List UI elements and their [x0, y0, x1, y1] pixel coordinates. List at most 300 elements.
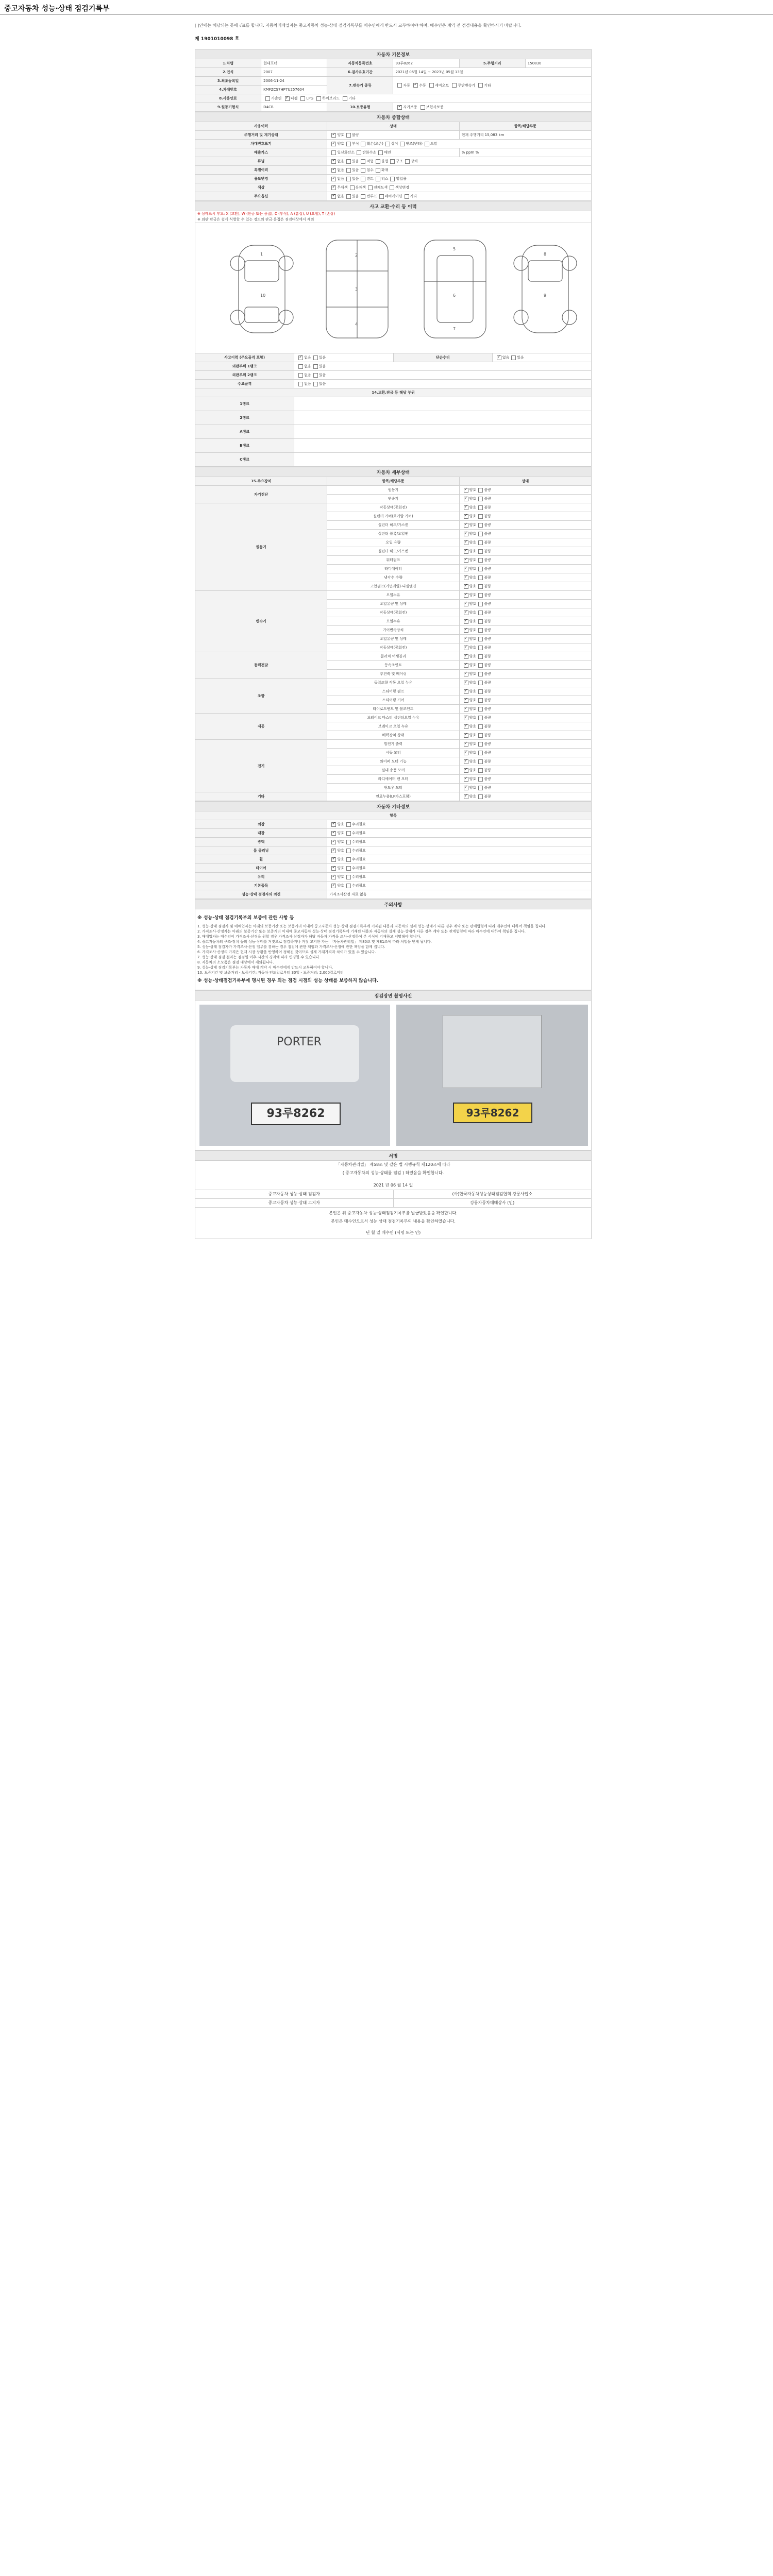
detail-status: ✓ 양호 불량: [459, 643, 591, 652]
part-label: 8: [544, 252, 547, 257]
car-name-label: 1.차명: [195, 59, 261, 68]
general-row-label: 튜닝: [195, 157, 327, 166]
status-checkbox: [478, 786, 483, 790]
accident-table: [195, 201, 592, 467]
detail-status: ✓ 양호 불량: [459, 608, 591, 617]
frame-rank: 1랭크: [195, 397, 294, 411]
engine-type-value: D4CB: [261, 103, 327, 112]
status-checkbox: [346, 822, 351, 827]
status-checkbox: [478, 751, 483, 755]
detail-status: ✓ 양호 불량: [459, 538, 591, 547]
status-checkbox: [478, 497, 483, 501]
status-checkbox: [478, 488, 483, 493]
sign-table: [195, 1150, 592, 1239]
status-checkbox: [478, 663, 483, 668]
status-checkbox: [464, 698, 468, 703]
extra-item-label: 휠: [195, 855, 327, 864]
notes-section-title: 주의사항: [195, 900, 592, 909]
general-row-opts: ✓ 무채색 유채색 전체도색 색상변경: [327, 183, 592, 192]
general-row-label: 특별이력: [195, 166, 327, 175]
detail-item: 연료누출(LP가스포함): [327, 792, 459, 801]
detail-item: 라디에이터: [327, 565, 459, 573]
detail-status: ✓ 양호 불량: [459, 503, 591, 512]
status-checkbox: [346, 849, 351, 853]
extra-item-label: 내장: [195, 829, 327, 838]
extra-item-opts: ✓ 양호 수리필요: [327, 846, 592, 855]
general-row-label: 용도변경: [195, 175, 327, 183]
inspection-document: [195, 20, 592, 1239]
status-checkbox: [478, 611, 483, 615]
general-head-1: 상태: [327, 122, 459, 131]
status-checkbox: [464, 540, 468, 545]
extra-item-label: 룸 클리닝: [195, 846, 327, 855]
has-accident-label: 사고이력 (주요골격 포함): [195, 353, 294, 362]
accident-legend: [195, 211, 592, 223]
frame-rank-parts: [294, 439, 592, 453]
detail-status: ✓ 양호 불량: [459, 775, 591, 784]
status-checkbox: [464, 751, 468, 755]
status-checkbox: [331, 857, 336, 862]
notes-table: [195, 899, 592, 990]
status-checkbox: [346, 875, 351, 879]
rank-label: 외판부위 1랭크: [195, 362, 294, 371]
sign-date: 2021 년 06 월 14 일: [373, 1183, 413, 1188]
detail-status: ✓ 양호 불량: [459, 565, 591, 573]
detail-group-name: 전기: [195, 740, 327, 792]
status-checkbox: [478, 742, 483, 747]
notes-line: 10. 보증기간 및 보증거리 - 보증기간: 자동차 인도일로부터 30일 - 보증거리: 2,000킬로미터: [197, 971, 344, 975]
status-checkbox: [464, 497, 468, 501]
detail-item: 브레이크 마스터 실린더오일 누유: [327, 714, 459, 722]
extra-item-opts: ✓ 양호 수리필요: [327, 873, 592, 882]
part-label: 9: [544, 293, 547, 298]
detail-status: ✓ 양호 불량: [459, 591, 591, 600]
status-checkbox: [464, 628, 468, 633]
detail-item: 오일유량 및 상태: [327, 600, 459, 608]
status-checkbox: [464, 672, 468, 676]
detail-item: 변속기: [327, 495, 459, 503]
vin-value: KMFZCS7HP7U257604: [261, 86, 327, 94]
general-row-opts: ✓ 없음 있음 적법 불법 구조 장치: [327, 157, 592, 166]
status-checkbox: [464, 733, 468, 738]
year-value: 2007: [261, 68, 327, 77]
extra-item-label: 타이어: [195, 864, 327, 873]
status-checkbox: [464, 786, 468, 790]
detail-body: [195, 486, 592, 801]
basic-section-title: 자동차 기본정보: [195, 49, 592, 59]
notes-line: 2. 가격조사·산정자는 아래의 보증기간 또는 보증거리 이내에 중고자동차 성능·상태 점검기록부에 기재된 내용과 자동차의 실제 성능·상태가 다른 경우 계약 또는 관계법령에 따라 매수인에 대하여 책임을 집니다.: [197, 929, 526, 934]
status-checkbox: [478, 602, 483, 606]
detail-item: 실린더 커버(로커암 커버): [327, 512, 459, 521]
status-checkbox: [464, 593, 468, 598]
detail-status: ✓ 양호 불량: [459, 670, 591, 679]
part-label: 4: [355, 322, 358, 327]
part-label: 10: [260, 293, 266, 298]
photo-box: [195, 1001, 592, 1150]
status-checkbox: [478, 558, 483, 563]
detail-item: 시동 모터: [327, 749, 459, 757]
status-checkbox: [478, 540, 483, 545]
status-checkbox: [464, 488, 468, 493]
general-row-label: 주요옵션: [195, 192, 327, 201]
part-label: 3: [355, 287, 358, 292]
general-row-detail: 현재 주행거리 15,083 km: [459, 131, 591, 140]
general-head-0: 사용이력: [195, 122, 327, 131]
status-checkbox: [464, 777, 468, 782]
legend-line-2: ※ 외판 판금은 쉽게 식별할 수 있는 정도의 판금·용접은 점검대상에서 제외: [197, 217, 314, 222]
extra-info-table: [195, 801, 592, 899]
detail-item: 작동상태(공회전): [327, 608, 459, 617]
basic-info-table: [195, 49, 592, 112]
detail-status: ✓ 양호 불량: [459, 722, 591, 731]
status-checkbox: [464, 514, 468, 519]
frame-rank-parts: [294, 411, 592, 425]
detail-group-name: 조향: [195, 679, 327, 714]
front-photo: [199, 1005, 390, 1146]
detail-status: ✓ 양호 불량: [459, 626, 591, 635]
detail-item: 스티어링 기어: [327, 696, 459, 705]
rank-opts: 없음 있음: [294, 362, 592, 371]
detail-item: 고압펌프(커먼레일)-디젤엔진: [327, 582, 459, 591]
opinion-label: 성능·상태 점검자의 의견: [195, 890, 327, 899]
detail-item: 스티어링 펌프: [327, 687, 459, 696]
detail-group-name: 동력전달: [195, 652, 327, 679]
detail-status: ✓ 양호 불량: [459, 495, 591, 503]
frame-rank: A랭크: [195, 425, 294, 439]
front-plate: 93루8262: [251, 1103, 341, 1125]
general-condition-table: [195, 112, 592, 201]
detail-status: ✓ 양호 불량: [459, 530, 591, 538]
detail-status: ✓ 양호 불량: [459, 573, 591, 582]
status-checkbox: [464, 681, 468, 685]
detail-status: ✓ 양호 불량: [459, 714, 591, 722]
detail-status: ✓ 양호 불량: [459, 679, 591, 687]
status-checkbox: [478, 584, 483, 589]
frame-rank: B랭크: [195, 439, 294, 453]
status-checkbox: [464, 768, 468, 773]
detail-item: 실린더 블록/오일팬: [327, 530, 459, 538]
detail-item: 등속조인트: [327, 661, 459, 670]
year-label: 2.연식: [195, 68, 261, 77]
status-checkbox: [478, 619, 483, 624]
detail-status: ✓ 양호 불량: [459, 547, 591, 556]
detail-status: ✓ 양호 불량: [459, 600, 591, 608]
notes-body: [195, 909, 592, 990]
detail-item: 작동상태(공회전): [327, 643, 459, 652]
has-accident-opts: ✓ 없음 있음: [294, 353, 393, 362]
sign-statement: 「자동차관리법」 제58조 및 같은 법 시행규칙 제120조에 따라 ( 중고자동차의 성능·상태를 점검 ) 하였음을 확인합니다. 2021 년 06 월 14 일: [195, 1161, 592, 1190]
frame-rank-parts: [294, 453, 592, 467]
detail-status: ✓ 양호 불량: [459, 757, 591, 766]
status-checkbox: [478, 681, 483, 685]
detail-item: 와이퍼 모터 기능: [327, 757, 459, 766]
warranty-label: 10.보증유형: [327, 103, 393, 112]
detail-status: ✓ 양호 불량: [459, 635, 591, 643]
status-checkbox: [464, 759, 468, 764]
status-checkbox: [478, 759, 483, 764]
status-checkbox: [464, 505, 468, 510]
detail-item: 작동상태(공회전): [327, 503, 459, 512]
frame-rank: 2랭크: [195, 411, 294, 425]
general-row-opts: ✓ 양호 부식 훼손(오손) 상이 변조(변타) 도말: [327, 140, 592, 148]
general-head-2: 항목/해당부품: [459, 122, 591, 131]
vin-label: 4.차대번호: [195, 86, 261, 94]
car-outline-svg: [197, 225, 589, 350]
status-checkbox: [478, 523, 483, 528]
window-title-bar: [0, 0, 773, 15]
status-checkbox: [346, 831, 351, 836]
detail-item: 동력조향 작동 오일 누유: [327, 679, 459, 687]
detail-item: 오일누유: [327, 617, 459, 626]
detail-item: 실내 송풍 모터: [327, 766, 459, 775]
status-checkbox: [464, 646, 468, 650]
detail-item: 실린더 헤드/가스켓: [327, 521, 459, 530]
rear-plate: 93루8262: [453, 1103, 532, 1123]
notes-line: 4. 중고자동차의 구조·장치 등의 성능·상태를 거짓으로 점검하거나 거짓 고지한 자는 「자동차관리법」 제80조 및 제81조에 따라 처벌을 받게 됩니다.: [197, 940, 432, 944]
status-checkbox: [464, 742, 468, 747]
status-checkbox: [346, 840, 351, 844]
notice-text: [ ]안에는 해당되는 곳에 √표를 합니다. 자동차매매업자는 중고자동차 성능·상태 점검기록부를 매수인에게 반드시 교부하여야 하며, 매수인은 계약 전 점검내용을 확인하시기 바랍니다.: [195, 23, 522, 28]
status-checkbox: [464, 575, 468, 580]
status-checkbox: [478, 567, 483, 571]
photo-section-title: 점검장면 촬영사진: [195, 991, 592, 1001]
notes-subtitle: ※ 성능·상태 점검기록부의 보증에 관한 사항 등: [197, 916, 294, 921]
general-row-opts: 일산화탄소 탄화수소 매연: [327, 148, 459, 157]
status-checkbox: [464, 654, 468, 659]
general-row-detail: % ppm %: [459, 148, 591, 157]
detail-status: ✓ 양호 불량: [459, 521, 591, 530]
detail-item: 오일유량 및 상태: [327, 635, 459, 643]
inspection-period-label: 6.검사유효기간: [327, 68, 393, 77]
detail-group-name: 원동기: [195, 503, 327, 591]
part-label: 6: [453, 293, 456, 298]
rank-opts: 없음 있음: [294, 380, 592, 388]
status-checkbox: [464, 707, 468, 711]
car-diagram: [195, 223, 592, 353]
extra-item-opts: ✓ 양호 수리필요: [327, 829, 592, 838]
receipt-box: 본인은 위 중고자동차 성능·상태점검기록부를 발급받았음을 확인합니다. 본인은 매수인으로서 성능·상태 점검기록부의 내용을 확인하였습니다. 년 월 일 매수인 (서명 또는 인): [195, 1208, 592, 1239]
status-checkbox: [464, 602, 468, 606]
status-checkbox: [478, 716, 483, 720]
reg-no-label: 자동차등록번호: [327, 59, 393, 68]
inspection-period-value: 2021년 05월 14일 ~ 2023년 05월 13일: [393, 68, 592, 77]
extra-item-opts: ✓ 양호 수리필요: [327, 838, 592, 846]
certificate-number: 제 1901010098 호: [195, 37, 240, 42]
first-reg-label: 3.최초등록일: [195, 77, 261, 86]
notifier-name: 강릉자동차매매상사 (인): [393, 1199, 592, 1208]
detail-status: ✓ 양호 불량: [459, 731, 591, 740]
detail-item: 원동기: [327, 486, 459, 495]
status-checkbox: [464, 794, 468, 799]
notes-line: 9. 성능·상태 점검기록부는 자동차 매매 계약 시 매수인에게 반드시 교부하여야 합니다.: [197, 965, 333, 970]
part-label: 1: [260, 252, 263, 257]
rank-label: 외판부위 2랭크: [195, 371, 294, 380]
detail-status: ✓ 양호 불량: [459, 652, 591, 661]
detail-item: 발전기 출력: [327, 740, 459, 749]
detail-condition-table: [195, 467, 592, 801]
notes-line: 5. 성능·상태 점검자가 가격조사·산정 업무를 겸하는 경우 점검에 관한 책임과 가격조사·산정에 관한 책임을 함께 집니다.: [197, 945, 385, 949]
status-checkbox: [346, 857, 351, 862]
status-checkbox: [478, 593, 483, 598]
checker-label: 중고자동차 성능·상태 점검자: [195, 1190, 394, 1199]
photo-table: [195, 990, 592, 1150]
rank-label: 주요골격: [195, 380, 294, 388]
frame-rank-parts: [294, 425, 592, 439]
detail-status: ✓ 양호 불량: [459, 556, 591, 565]
status-checkbox: [478, 514, 483, 519]
basic-items-label: 기본품목: [195, 882, 327, 890]
detail-status: ✓ 양호 불량: [459, 749, 591, 757]
grille: [230, 1025, 359, 1082]
notes-line: 1. 성능·상태 점검자 및 매매업자는 아래의 보증기간 또는 보증거리 이내에 중고자동차 성능·상태 점검기록부에 기재된 내용과 자동차의 실제 성능·상태가 다른 경우 계약 또는 관계법령에 따라 매수인에 대하여 책임을 집니다.: [197, 924, 547, 928]
detail-item: 워터펌프: [327, 556, 459, 565]
status-checkbox: [478, 698, 483, 703]
extra-item-opts: ✓ 양호 수리필요: [327, 820, 592, 829]
status-checkbox: [464, 637, 468, 641]
status-checkbox: [478, 505, 483, 510]
warranty-options: ✓ 자가보증 보험사보증: [393, 103, 592, 112]
status-checkbox: [464, 567, 468, 571]
sign-section-title: 서명: [195, 1151, 592, 1161]
status-checkbox: [478, 637, 483, 641]
mileage-value: 150830: [525, 59, 591, 68]
detail-status: ✓ 양호 불량: [459, 740, 591, 749]
detail-status: ✓ 양호 불량: [459, 582, 591, 591]
fuel-options: 가솔린 ✓ 디젤 LPG 하이브리드 기타: [261, 94, 592, 103]
status-checkbox: [331, 831, 336, 836]
part-label: 2: [355, 253, 358, 258]
detail-status: ✓ 양호 불량: [459, 687, 591, 696]
notes-line: 3. 매매업자는 매수인이 가격조사·산정을 원할 경우 가격조사·산정자가 해당 자동차 가격을 조사·산정하여 본 서식에 기재하고 서명해야 합니다.: [197, 935, 422, 939]
status-checkbox: [464, 549, 468, 554]
general-row-opts: ✓ 양호 불량: [327, 131, 459, 140]
status-checkbox: [464, 523, 468, 528]
reg-no-value: 93루8262: [393, 59, 459, 68]
status-checkbox: [478, 733, 483, 738]
extra-item-opts: ✓ 양호 수리필요: [327, 855, 592, 864]
status-checkbox: [464, 724, 468, 729]
frame-rank-parts: [294, 397, 592, 411]
status-checkbox: [478, 646, 483, 650]
fuel-label: 8.사용연료: [195, 94, 261, 103]
notes-lines: [197, 924, 589, 975]
general-row-label: 배출가스: [195, 148, 327, 157]
status-checkbox: [478, 689, 483, 694]
notes-strong: ※ 성능·상태점검기록부에 명시된 경우 외는 점검 시점의 성능 상태를 보증하지 않습니다.: [197, 978, 379, 984]
car-name-value: 현대포터: [261, 59, 327, 68]
transmission-label: 7.변속기 종류: [327, 77, 393, 94]
detail-status: ✓ 양호 불량: [459, 705, 591, 714]
simple-repair-label: 단순수리: [393, 353, 492, 362]
detail-item: 오일 유량: [327, 538, 459, 547]
buyer-signature-line: 년 월 일 매수인 (서명 또는 인): [365, 1230, 421, 1235]
brand-logo: PORTER: [277, 1036, 322, 1048]
detail-item: 기어변속장치: [327, 626, 459, 635]
status-checkbox: [464, 584, 468, 589]
extra-item-label: 유리: [195, 873, 327, 882]
detail-group-name: 자기진단: [195, 486, 327, 503]
transmission-options: 자동 ✓ 수동 세미오토 무단변속기 기타: [393, 77, 592, 94]
status-checkbox: [478, 707, 483, 711]
cargo-door: [443, 1015, 542, 1088]
window-title: 중고자동차 성능·상태 점검기록부: [4, 5, 110, 13]
detail-section-title: 자동차 세부상태: [195, 467, 592, 477]
detail-status: ✓ 양호 불량: [459, 486, 591, 495]
status-checkbox: [478, 672, 483, 676]
frame-rank: C랭크: [195, 453, 294, 467]
status-checkbox: [464, 663, 468, 668]
engine-type-label: 9.원동기형식: [195, 103, 261, 112]
detail-status: ✓ 양호 불량: [459, 784, 591, 792]
status-checkbox: [478, 575, 483, 580]
detail-item: 실린더 헤드/가스켓: [327, 547, 459, 556]
status-checkbox: [464, 689, 468, 694]
status-checkbox: [478, 768, 483, 773]
detail-status: ✓ 양호 불량: [459, 792, 591, 801]
detail-group-name: 제동: [195, 714, 327, 740]
detail-status: ✓ 양호 불량: [459, 766, 591, 775]
status-checkbox: [331, 866, 336, 871]
status-checkbox: [478, 794, 483, 799]
general-row-opts: ✓ 없음 있음 침수 화재: [327, 166, 592, 175]
detail-status: ✓ 양호 불량: [459, 512, 591, 521]
status-checkbox: [331, 875, 336, 879]
extra-item-label: 광택: [195, 838, 327, 846]
status-checkbox: [478, 777, 483, 782]
status-checkbox: [464, 619, 468, 624]
detail-parts-title: 14.교환,판금 등 해당 부위: [195, 388, 592, 397]
detail-item: 오일누유: [327, 591, 459, 600]
legend-line-1: ※ 상태표시 부호: X (교환), W (판금 또는 용접), C (부식), A (흠집), U (요철), T (손상): [197, 212, 335, 216]
notes-line: 8. 자동차의 소모품은 점검 대상에서 제외됩니다.: [197, 960, 274, 964]
detail-item: 브레이크 오일 누유: [327, 722, 459, 731]
first-reg-value: 2006-11-24: [261, 77, 327, 86]
notes-line: 6. 가격조사·산정의 가격은 현재 시장 상황을 반영하여 정해진 것이므로 실제 거래가격과 차이가 있을 수 있습니다.: [197, 950, 376, 954]
detail-item: 배력장치 상태: [327, 731, 459, 740]
rank-opts: 없음 있음: [294, 371, 592, 380]
extra-head: 항목: [195, 811, 592, 820]
status-checkbox: [346, 866, 351, 871]
general-row-label: 주행거리 및 계기상태: [195, 131, 327, 140]
detail-item: 추진축 및 베어링: [327, 670, 459, 679]
detail-head-0: 15.주요장치: [195, 477, 327, 486]
detail-head-2: 상태: [459, 477, 591, 486]
extra-body: [195, 820, 592, 882]
part-label: 7: [453, 327, 456, 331]
status-checkbox: [331, 840, 336, 844]
rear-photo: [396, 1005, 588, 1146]
general-row-opts: ✓ 없음 있음 썬루프 네비게이션 기타: [327, 192, 592, 201]
detail-item: 클러치 어셈블리: [327, 652, 459, 661]
general-row-label: 색상: [195, 183, 327, 192]
detail-group-name: 변속기: [195, 591, 327, 652]
detail-status: ✓ 양호 불량: [459, 696, 591, 705]
status-checkbox: [464, 532, 468, 536]
opinion-text: 가격조사산정 자료 없음: [327, 890, 592, 899]
notes-line: 7. 성능·상태 점검 결과는 점검일 이후 시간의 경과에 따라 변경될 수 있습니다.: [197, 955, 321, 959]
extra-section-title: 자동차 기타정보: [195, 802, 592, 811]
general-section-title: 자동차 종합상태: [195, 112, 592, 122]
detail-status: ✓ 양호 불량: [459, 617, 591, 626]
detail-status: ✓ 양호 불량: [459, 661, 591, 670]
status-checkbox: [478, 654, 483, 659]
status-checkbox: [478, 549, 483, 554]
notifier-label: 중고자동차 성능·상태 고지자: [195, 1199, 394, 1208]
mileage-label: 5.주행거리: [459, 59, 525, 68]
detail-item: 라디에이터 팬 모터: [327, 775, 459, 784]
general-row-label: 차대번호표기: [195, 140, 327, 148]
status-checkbox: [331, 822, 336, 827]
